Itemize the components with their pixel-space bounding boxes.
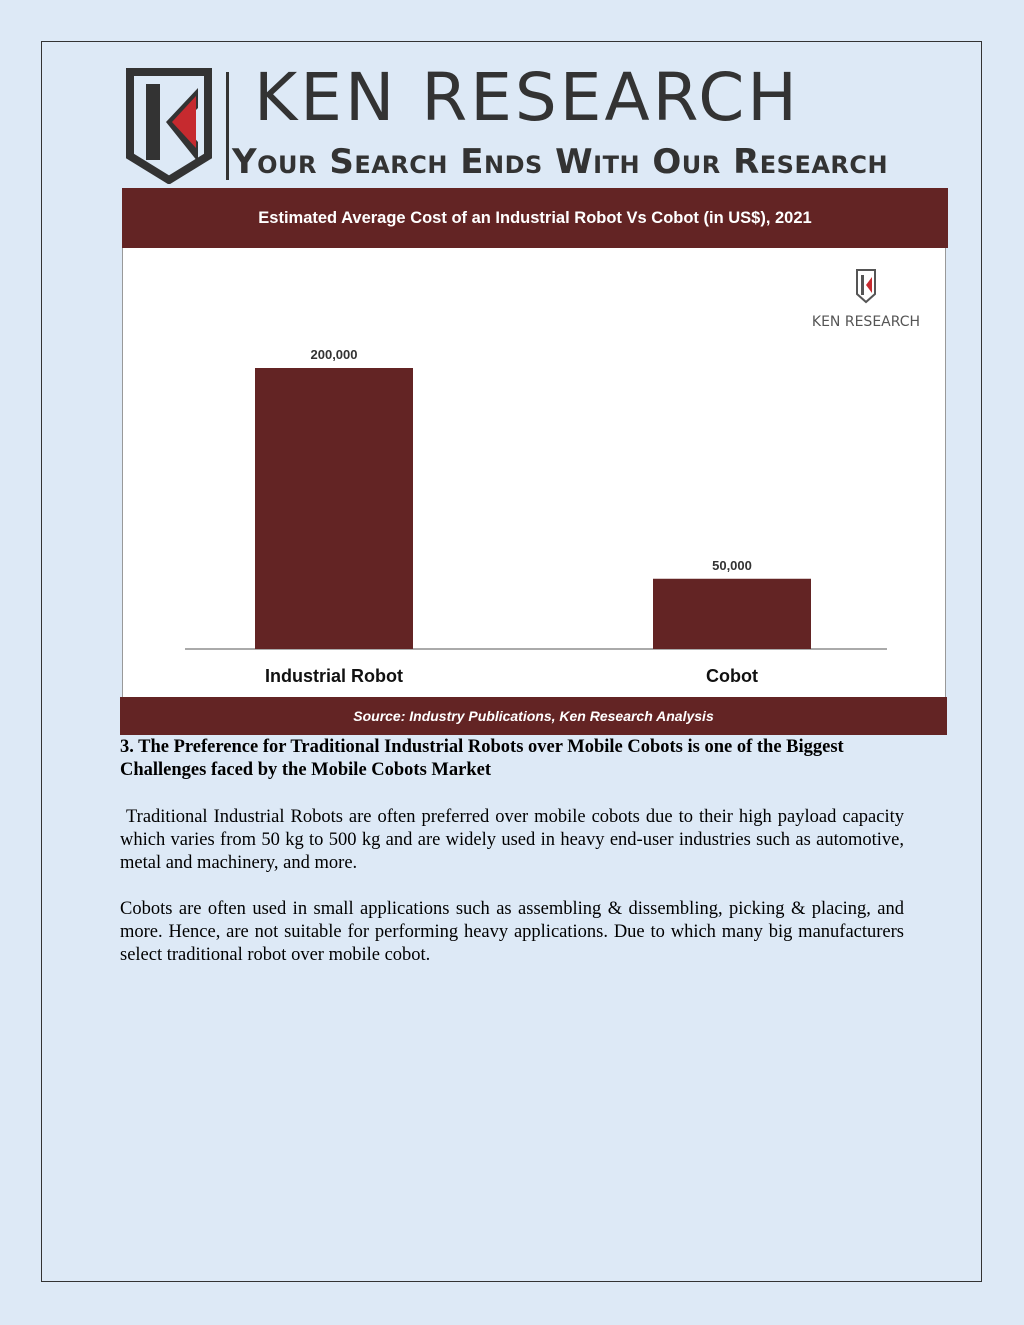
section-heading: 3. The Preference for Traditional Industrial Robots over Mobile Cobots is one of the Biggest Challenges faced by the Mobile Cobots Market — [120, 737, 844, 780]
bar-industrial-robot — [255, 368, 413, 649]
bar-cobot — [653, 579, 811, 649]
chart-area — [122, 248, 946, 698]
brand-name: KEN RESEARCH — [254, 59, 800, 136]
paragraph-cobots: Cobots are often used in small applications such as assembling & dissembling, picking & placing, and more. Hence, are not suitable for performing heavy applications. Due to which many big manufacturers select traditional robot over mobile cobot. — [120, 899, 904, 965]
brand-tagline: Your Search Ends With Our Research — [232, 142, 889, 182]
category-label: Industrial Robot — [265, 666, 403, 686]
category-label: Cobot — [706, 666, 758, 686]
brand-divider — [226, 72, 229, 180]
paragraph-payload: Traditional Industrial Robots are often preferred over mobile cobots due to their high payload capacity which varies from 50 kg to 500 kg and are widely used in heavy end-user industries such as automotive, metal and machinery, and more. — [120, 807, 909, 873]
chart-title: Estimated Average Cost of an Industrial Robot Vs Cobot (in US$), 2021 — [122, 188, 948, 248]
watermark-text: KEN RESEARCH — [811, 314, 921, 330]
brand-header — [126, 59, 906, 186]
bar-chart — [123, 248, 947, 698]
data-label: 200,000 — [310, 347, 358, 362]
chart-source: Source: Industry Publications, Ken Research Analysis — [120, 697, 947, 735]
ken-research-logo — [126, 66, 212, 184]
data-label: 50,000 — [712, 557, 752, 573]
